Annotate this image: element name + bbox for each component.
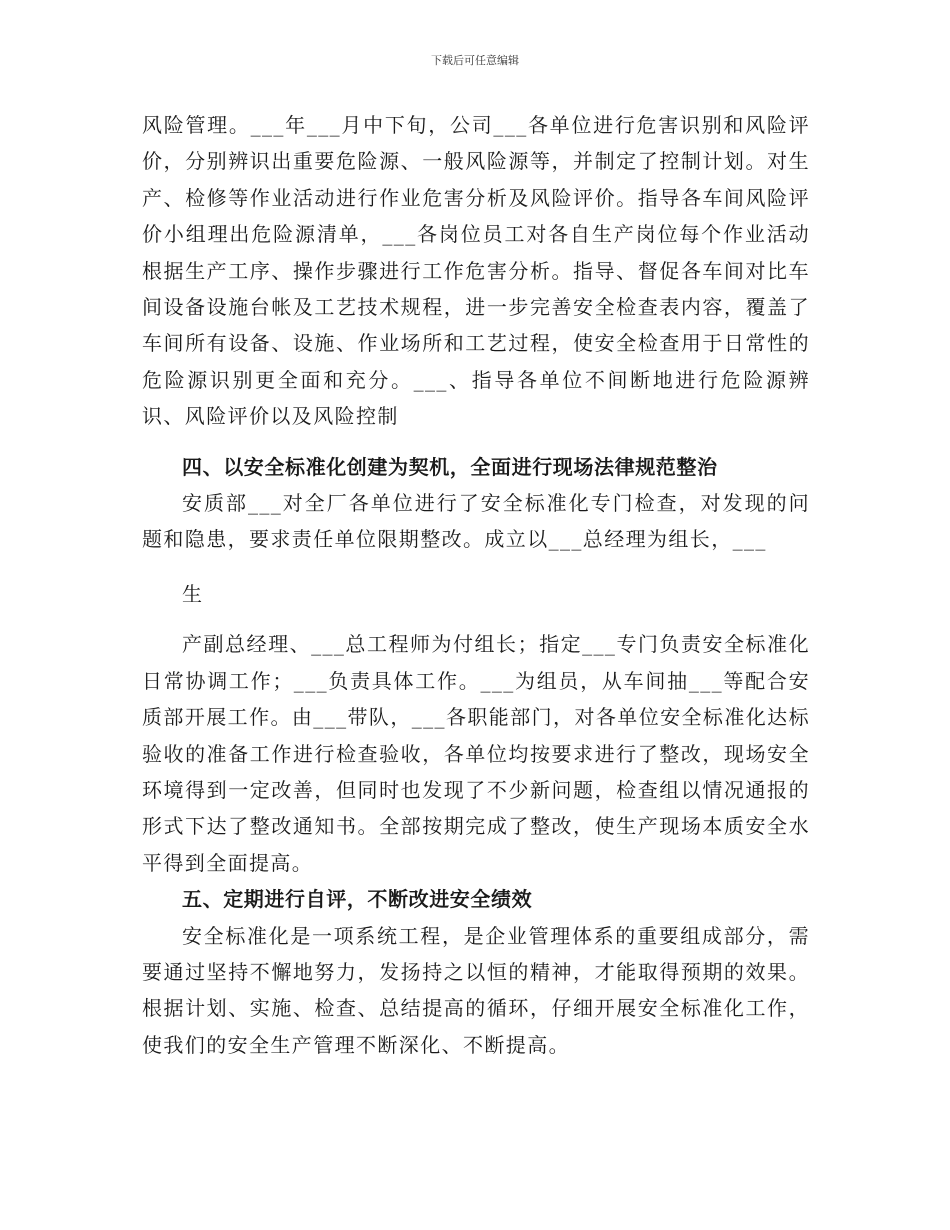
- paragraph-risk-management: 风险管理。___年___月中下旬，公司___各单位进行危害识别和风险评价，分别辨识出重要危险源、一般风险源等，并制定了控制计划。对生产、检修等作业活动进行作业危害分析及风险评价。指导各车间风险评价小组理出危险源清单，___各岗位员工对各自生产岗位每个作业活动根据生产工序、操作步骤进行工作危害分析。指导、督促各车间对比车间设备设施台帐及工艺技术规程，进一步完善安全检查表内容，覆盖了车间所有设备、设施、作业场所和工艺过程，使安全检查用于日常性的危险源识别更全面和充分。___、指导各单位不间断地进行危险源辨识、风险评价以及风险控制: [142, 113, 810, 429]
- page-header-note: 下载后可任意编辑: [431, 54, 519, 67]
- paragraph-organization: 产副总经理、___总工程师为付组长；指定___专门负责安全标准化日常协调工作；___负责具体工作。___为组员，从车间抽___等配合安质部开展工作。由___带队，___各职能部门，对各单位安全标准化达标验收的准备工作进行检查验收，各单位均按要求进行了整改，现场安全环境得到一定改善，但同时也发现了不少新问题，检查组以情况通报的形式下达了整改通知书。全部按期完成了整改，使生产现场本质安全水平得到全面提高。: [142, 632, 810, 875]
- section-heading-5: 五、定期进行自评，不断改进安全绩效: [182, 887, 533, 912]
- paragraph-fragment: 生: [182, 581, 204, 606]
- paragraph-inspection: 安质部___对全厂各单位进行了安全标准化专门检查，对发现的问题和隐患，要求责任单位限期整改。成立以___总经理为组长，___: [142, 491, 810, 552]
- section-heading-4: 四、以安全标准化创建为契机，全面进行现场法律规范整治: [182, 454, 718, 479]
- document-body: [142, 107, 810, 1063]
- paragraph-self-evaluation: 安全标准化是一项系统工程，是企业管理体系的重要组成部分，需要通过坚持不懈地努力，发扬持之以恒的精神，才能取得预期的效果。根据计划、实施、检查、总结提高的循环，仔细开展安全标准化工作，使我们的安全生产管理不断深化、不断提高。: [142, 923, 810, 1057]
